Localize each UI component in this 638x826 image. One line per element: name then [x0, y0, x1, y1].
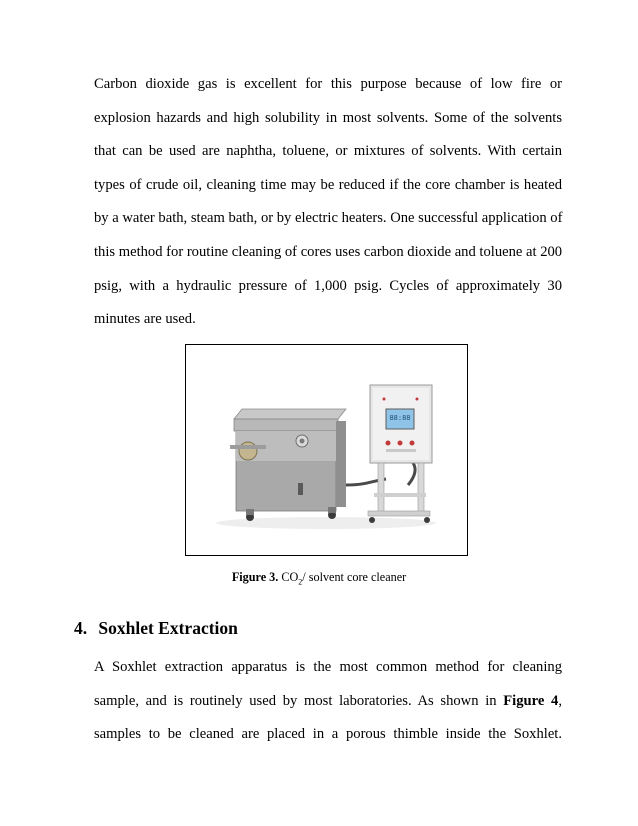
paragraph-co2-cleaning: [94, 74, 562, 343]
paragraph-text: ,: [558, 692, 562, 709]
section-number: 4.: [74, 618, 88, 638]
caption-text-pre: CO: [281, 570, 299, 584]
paragraph-line: [94, 691, 562, 725]
caption-label: Figure 3.: [231, 570, 279, 584]
paragraph-line: samples to be cleaned are placed in a porous thimble inside the Soxhlet.: [94, 726, 562, 743]
paragraph-line: that can be used are naphtha, toluene, or mixtures of solvents. With certain: [94, 143, 562, 160]
paragraph-line: this method for routine cleaning of cores uses carbon dioxide and toluene at 200: [94, 243, 563, 260]
caption-text-post: / solvent core cleaner: [302, 570, 407, 584]
caption-subscript: 2: [298, 577, 303, 587]
paragraph-line: explosion hazards and high solubility in most solvents. Some of the solvents: [94, 109, 562, 126]
paragraph-line: by a water bath, steam bath, or by electric heaters. One successful application of: [94, 210, 563, 227]
paragraph-line: psig, with a hydraulic pressure of 1,000 psig. Cycles of approximately 30: [94, 277, 562, 294]
paragraph-line: A Soxhlet extraction apparatus is the most common method for cleaning: [94, 659, 562, 675]
figure-co2-core-cleaner: [185, 344, 468, 556]
section-title: Soxhlet Extraction: [98, 618, 238, 638]
figure-reference: Figure 4: [503, 692, 559, 709]
paragraph-soxhlet: [94, 657, 562, 758]
paragraph-line: minutes are used.: [94, 311, 196, 328]
figure-caption: [0, 570, 638, 586]
paragraph-line: types of crude oil, cleaning time may be reduced if the core chamber is heated: [94, 176, 562, 193]
equipment-illustration: [186, 345, 467, 555]
control-screen-readout: 88:88: [389, 414, 411, 422]
paragraph-text: sample, and is routinely used by most laboratories. As shown in: [94, 692, 504, 709]
section-heading: [74, 618, 238, 639]
paragraph-line: Carbon dioxide gas is excellent for this purpose because of low fire or: [94, 76, 562, 92]
